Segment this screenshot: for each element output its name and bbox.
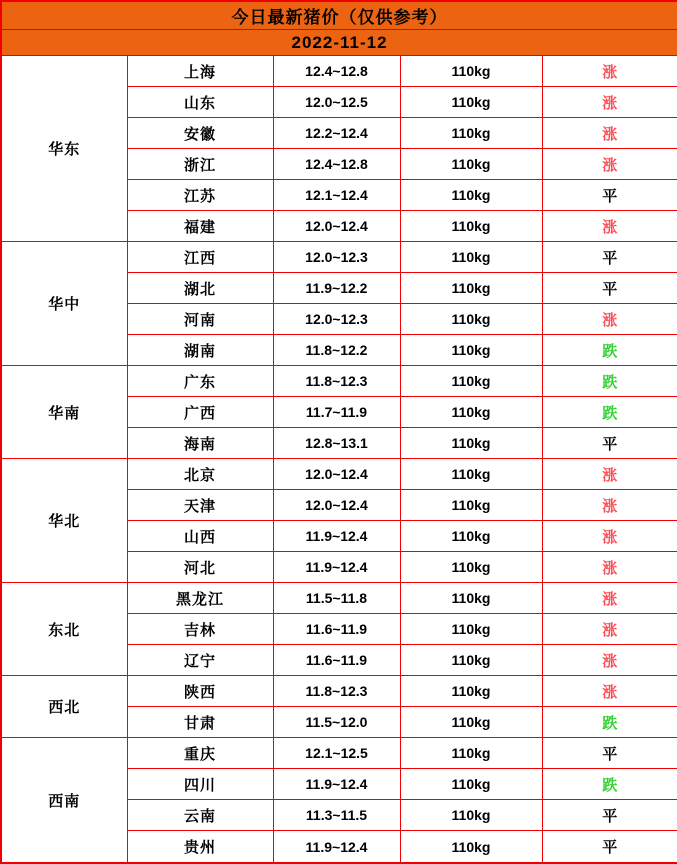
province-cell: 河北 [127, 552, 273, 583]
province-cell: 江西 [127, 242, 273, 273]
province-cell: 甘肃 [127, 707, 273, 738]
province-cell: 北京 [127, 459, 273, 490]
table-row [1, 583, 677, 614]
province-cell: 上海 [127, 56, 273, 87]
date-label: 2022-11-12 [1, 30, 677, 56]
weight-cell: 110kg [400, 211, 542, 242]
region-cell: 华北 [1, 459, 127, 583]
trend-cell: 平 [542, 831, 677, 863]
trend-cell: 涨 [542, 676, 677, 707]
province-cell: 河南 [127, 304, 273, 335]
price-cell: 11.8~12.3 [273, 366, 400, 397]
trend-cell: 涨 [542, 490, 677, 521]
trend-cell: 涨 [542, 521, 677, 552]
table-row [1, 676, 677, 707]
trend-cell: 跌 [542, 366, 677, 397]
weight-cell: 110kg [400, 56, 542, 87]
province-cell: 福建 [127, 211, 273, 242]
trend-cell: 跌 [542, 397, 677, 428]
province-cell: 湖北 [127, 273, 273, 304]
price-cell: 11.9~12.4 [273, 831, 400, 863]
price-cell: 12.0~12.3 [273, 242, 400, 273]
trend-cell: 跌 [542, 769, 677, 800]
trend-cell: 平 [542, 180, 677, 211]
province-cell: 天津 [127, 490, 273, 521]
weight-cell: 110kg [400, 304, 542, 335]
trend-cell: 跌 [542, 335, 677, 366]
table-row [1, 242, 677, 273]
weight-cell: 110kg [400, 738, 542, 769]
weight-cell: 110kg [400, 273, 542, 304]
trend-cell: 平 [542, 738, 677, 769]
price-cell: 12.0~12.4 [273, 211, 400, 242]
price-cell: 11.9~12.4 [273, 521, 400, 552]
trend-cell: 跌 [542, 707, 677, 738]
price-cell: 12.0~12.5 [273, 87, 400, 118]
weight-cell: 110kg [400, 800, 542, 831]
weight-cell: 110kg [400, 552, 542, 583]
trend-cell: 涨 [542, 304, 677, 335]
province-cell: 四川 [127, 769, 273, 800]
price-table-body [1, 1, 677, 863]
table-row [1, 459, 677, 490]
trend-cell: 涨 [542, 583, 677, 614]
price-cell: 11.6~11.9 [273, 645, 400, 676]
date-row [1, 30, 677, 56]
region-cell: 西北 [1, 676, 127, 738]
province-cell: 湖南 [127, 335, 273, 366]
weight-cell: 110kg [400, 397, 542, 428]
trend-cell: 平 [542, 242, 677, 273]
trend-cell: 涨 [542, 149, 677, 180]
price-cell: 11.8~12.2 [273, 335, 400, 366]
page-title: 今日最新猪价（仅供参考） [1, 1, 677, 30]
region-cell: 西南 [1, 738, 127, 863]
trend-cell: 涨 [542, 87, 677, 118]
weight-cell: 110kg [400, 831, 542, 863]
price-cell: 12.0~12.4 [273, 459, 400, 490]
region-cell: 华中 [1, 242, 127, 366]
province-cell: 陕西 [127, 676, 273, 707]
province-cell: 重庆 [127, 738, 273, 769]
trend-cell: 涨 [542, 118, 677, 149]
weight-cell: 110kg [400, 335, 542, 366]
trend-cell: 平 [542, 800, 677, 831]
trend-cell: 涨 [542, 459, 677, 490]
price-cell: 11.8~12.3 [273, 676, 400, 707]
trend-cell: 涨 [542, 211, 677, 242]
province-cell: 广东 [127, 366, 273, 397]
weight-cell: 110kg [400, 645, 542, 676]
weight-cell: 110kg [400, 583, 542, 614]
weight-cell: 110kg [400, 87, 542, 118]
region-cell: 华东 [1, 56, 127, 242]
province-cell: 浙江 [127, 149, 273, 180]
weight-cell: 110kg [400, 676, 542, 707]
price-cell: 11.6~11.9 [273, 614, 400, 645]
price-cell: 12.0~12.3 [273, 304, 400, 335]
price-cell: 12.4~12.8 [273, 56, 400, 87]
province-cell: 山西 [127, 521, 273, 552]
province-cell: 山东 [127, 87, 273, 118]
province-cell: 海南 [127, 428, 273, 459]
price-cell: 11.9~12.2 [273, 273, 400, 304]
province-cell: 广西 [127, 397, 273, 428]
province-cell: 安徽 [127, 118, 273, 149]
price-cell: 12.1~12.5 [273, 738, 400, 769]
price-cell: 11.9~12.4 [273, 552, 400, 583]
price-cell: 11.5~11.8 [273, 583, 400, 614]
title-row [1, 1, 677, 30]
price-cell: 11.5~12.0 [273, 707, 400, 738]
province-cell: 黑龙江 [127, 583, 273, 614]
price-cell: 12.4~12.8 [273, 149, 400, 180]
price-cell: 11.7~11.9 [273, 397, 400, 428]
weight-cell: 110kg [400, 769, 542, 800]
price-cell: 12.1~12.4 [273, 180, 400, 211]
price-cell: 12.8~13.1 [273, 428, 400, 459]
weight-cell: 110kg [400, 428, 542, 459]
province-cell: 云南 [127, 800, 273, 831]
table-row [1, 366, 677, 397]
weight-cell: 110kg [400, 490, 542, 521]
price-cell: 12.2~12.4 [273, 118, 400, 149]
price-cell: 11.9~12.4 [273, 769, 400, 800]
region-cell: 华南 [1, 366, 127, 459]
trend-cell: 涨 [542, 645, 677, 676]
weight-cell: 110kg [400, 707, 542, 738]
weight-cell: 110kg [400, 180, 542, 211]
province-cell: 贵州 [127, 831, 273, 863]
region-cell: 东北 [1, 583, 127, 676]
weight-cell: 110kg [400, 242, 542, 273]
table-row [1, 56, 677, 87]
trend-cell: 平 [542, 273, 677, 304]
trend-cell: 平 [542, 428, 677, 459]
weight-cell: 110kg [400, 614, 542, 645]
province-cell: 吉林 [127, 614, 273, 645]
province-cell: 江苏 [127, 180, 273, 211]
trend-cell: 涨 [542, 552, 677, 583]
trend-cell: 涨 [542, 614, 677, 645]
price-cell: 12.0~12.4 [273, 490, 400, 521]
price-cell: 11.3~11.5 [273, 800, 400, 831]
table-row [1, 738, 677, 769]
weight-cell: 110kg [400, 118, 542, 149]
trend-cell: 涨 [542, 56, 677, 87]
weight-cell: 110kg [400, 366, 542, 397]
province-cell: 辽宁 [127, 645, 273, 676]
weight-cell: 110kg [400, 521, 542, 552]
weight-cell: 110kg [400, 149, 542, 180]
weight-cell: 110kg [400, 459, 542, 490]
